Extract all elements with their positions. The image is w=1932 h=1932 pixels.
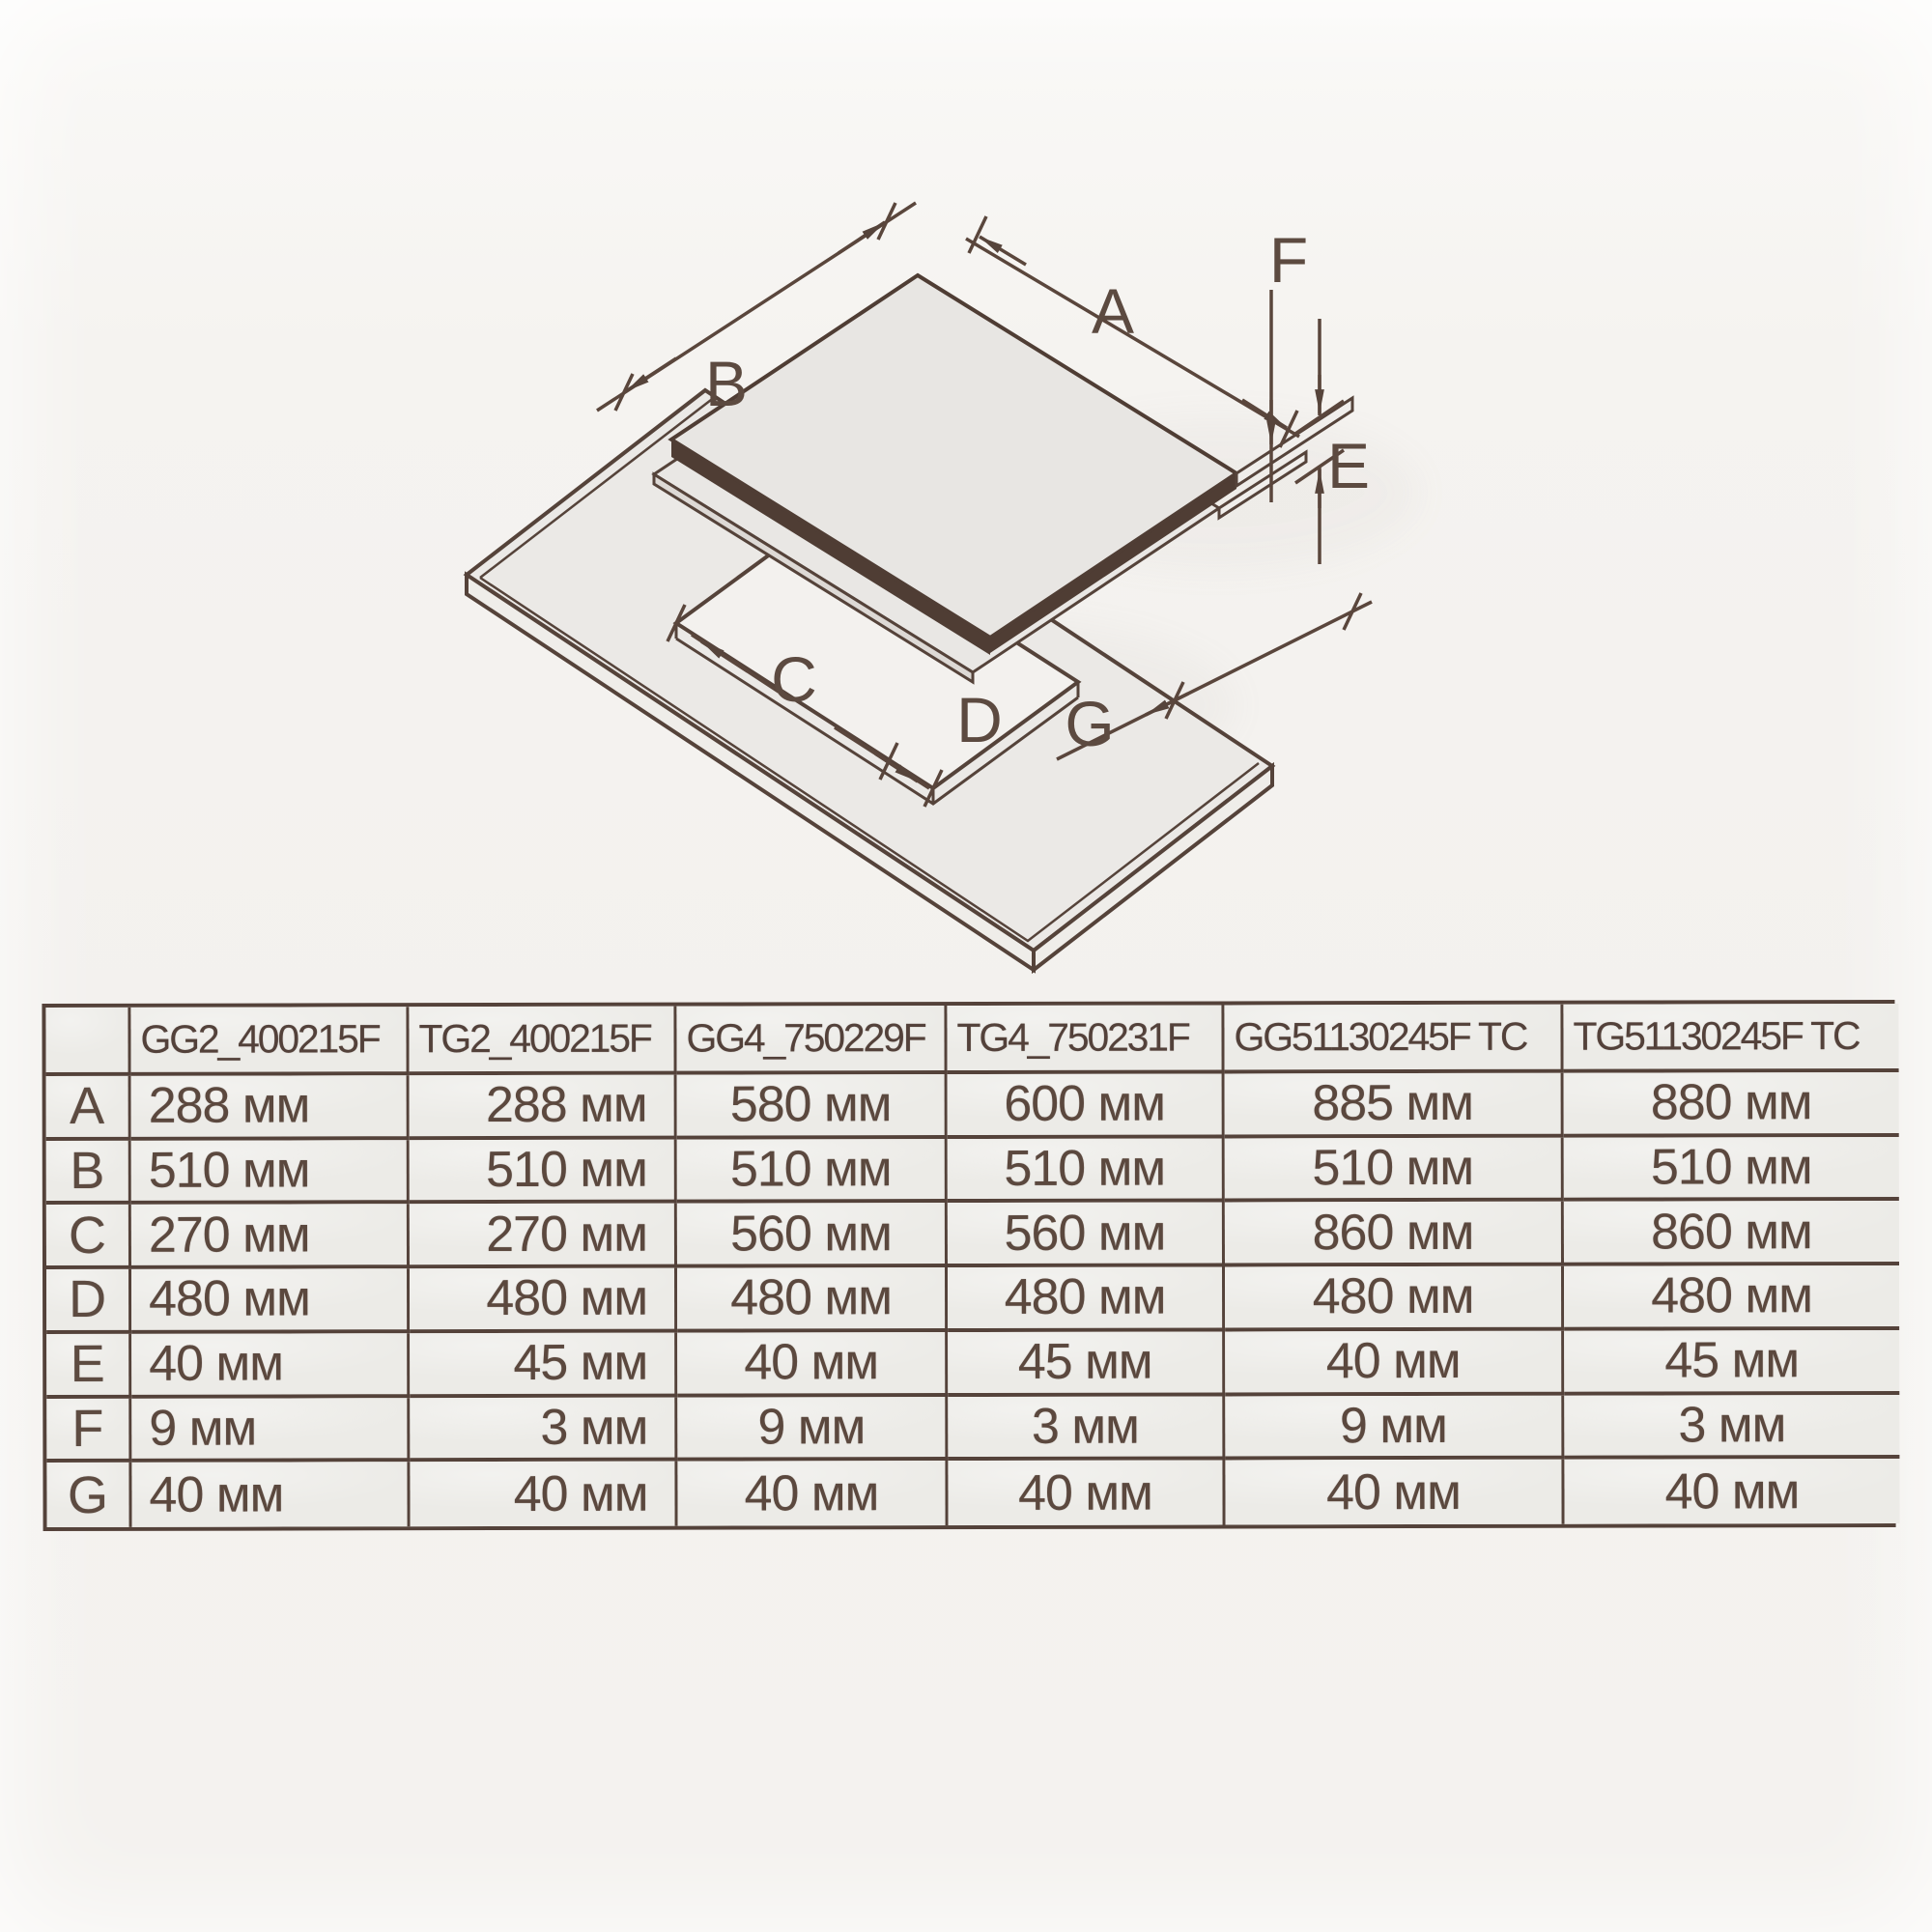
row-label: D: [46, 1269, 131, 1334]
dimension-value-cell: 560 мм: [948, 1203, 1225, 1267]
dimension-value-cell: 3 мм: [1564, 1395, 1899, 1460]
dimension-value-cell: 510 мм: [948, 1138, 1225, 1203]
dimension-value-cell: 480 мм: [131, 1268, 410, 1333]
dimension-value-cell: 270 мм: [410, 1204, 677, 1268]
dimension-value-cell: 480 мм: [410, 1268, 677, 1333]
row-label: A: [46, 1076, 131, 1141]
dimension-value-cell: 40 мм: [677, 1461, 948, 1525]
dimensions-table: [42, 1000, 1895, 1531]
dimension-value-cell: 3 мм: [410, 1397, 677, 1462]
dimension-value-cell: 288 мм: [131, 1075, 410, 1140]
dim-label-f: F: [1268, 224, 1309, 296]
dimension-value-cell: 510 мм: [677, 1139, 948, 1204]
dimension-value-cell: 860 мм: [1225, 1202, 1564, 1266]
dimension-value-cell: 880 мм: [1564, 1072, 1899, 1137]
column-header: GG51130245F TC: [1224, 1005, 1563, 1074]
row-label: F: [46, 1398, 131, 1463]
dimension-value-cell: 510 мм: [131, 1140, 410, 1205]
dimension-value-cell: 40 мм: [131, 1333, 410, 1398]
dimension-value-cell: 885 мм: [1225, 1073, 1564, 1138]
dimension-value-cell: 40 мм: [948, 1461, 1225, 1525]
dimension-value-cell: 3 мм: [948, 1396, 1225, 1461]
dim-label-e: E: [1326, 430, 1371, 501]
dimension-value-cell: 9 мм: [677, 1397, 948, 1462]
dimension-value-cell: 40 мм: [1225, 1331, 1564, 1396]
dim-label-c: C: [771, 643, 817, 715]
dimension-value-cell: 480 мм: [677, 1267, 948, 1332]
row-label: E: [46, 1334, 131, 1399]
dimension-value-cell: 510 мм: [410, 1139, 677, 1204]
dimension-value-cell: 510 мм: [1225, 1137, 1564, 1202]
corner-cell: [45, 1008, 130, 1076]
dim-label-g: G: [1065, 688, 1115, 759]
dimension-value-cell: 288 мм: [410, 1075, 677, 1140]
column-header: GG4_750229F: [676, 1006, 947, 1075]
dimension-value-cell: 860 мм: [1564, 1201, 1899, 1265]
dimension-value-cell: 480 мм: [1564, 1265, 1899, 1330]
dimension-value-cell: 40 мм: [1225, 1460, 1564, 1524]
column-header: TG4_750231F: [947, 1005, 1224, 1074]
dimension-value-cell: 9 мм: [131, 1398, 410, 1463]
row-label: B: [46, 1141, 131, 1206]
dimension-value-cell: 580 мм: [677, 1074, 948, 1139]
dimension-value-cell: 9 мм: [1225, 1395, 1564, 1460]
dimension-value-cell: 45 мм: [1564, 1330, 1899, 1395]
dim-label-d: D: [956, 684, 1003, 755]
column-header: TG51130245F TC: [1563, 1004, 1898, 1073]
dimension-value-cell: 560 мм: [677, 1203, 948, 1267]
dimension-value-cell: 40 мм: [677, 1332, 948, 1397]
dimension-value-cell: 45 мм: [410, 1332, 677, 1397]
dim-label-a: A: [1091, 275, 1135, 347]
column-header: TG2_400215F: [409, 1007, 676, 1076]
row-label: C: [46, 1205, 131, 1269]
dimension-value-cell: 600 мм: [948, 1073, 1225, 1138]
dimension-value-cell: 270 мм: [131, 1205, 410, 1269]
dimension-value-cell: 45 мм: [948, 1331, 1225, 1396]
dimension-value-cell: 40 мм: [410, 1462, 677, 1526]
row-label: G: [46, 1463, 131, 1527]
dimension-value-cell: 40 мм: [1564, 1459, 1899, 1523]
dimension-value-cell: 480 мм: [1225, 1266, 1564, 1331]
dimension-value-cell: 480 мм: [948, 1267, 1225, 1332]
dimension-value-cell: 40 мм: [131, 1462, 410, 1526]
dim-label-b: B: [704, 348, 749, 419]
column-header: GG2_400215F: [130, 1007, 409, 1076]
dimension-value-cell: 510 мм: [1564, 1137, 1899, 1202]
